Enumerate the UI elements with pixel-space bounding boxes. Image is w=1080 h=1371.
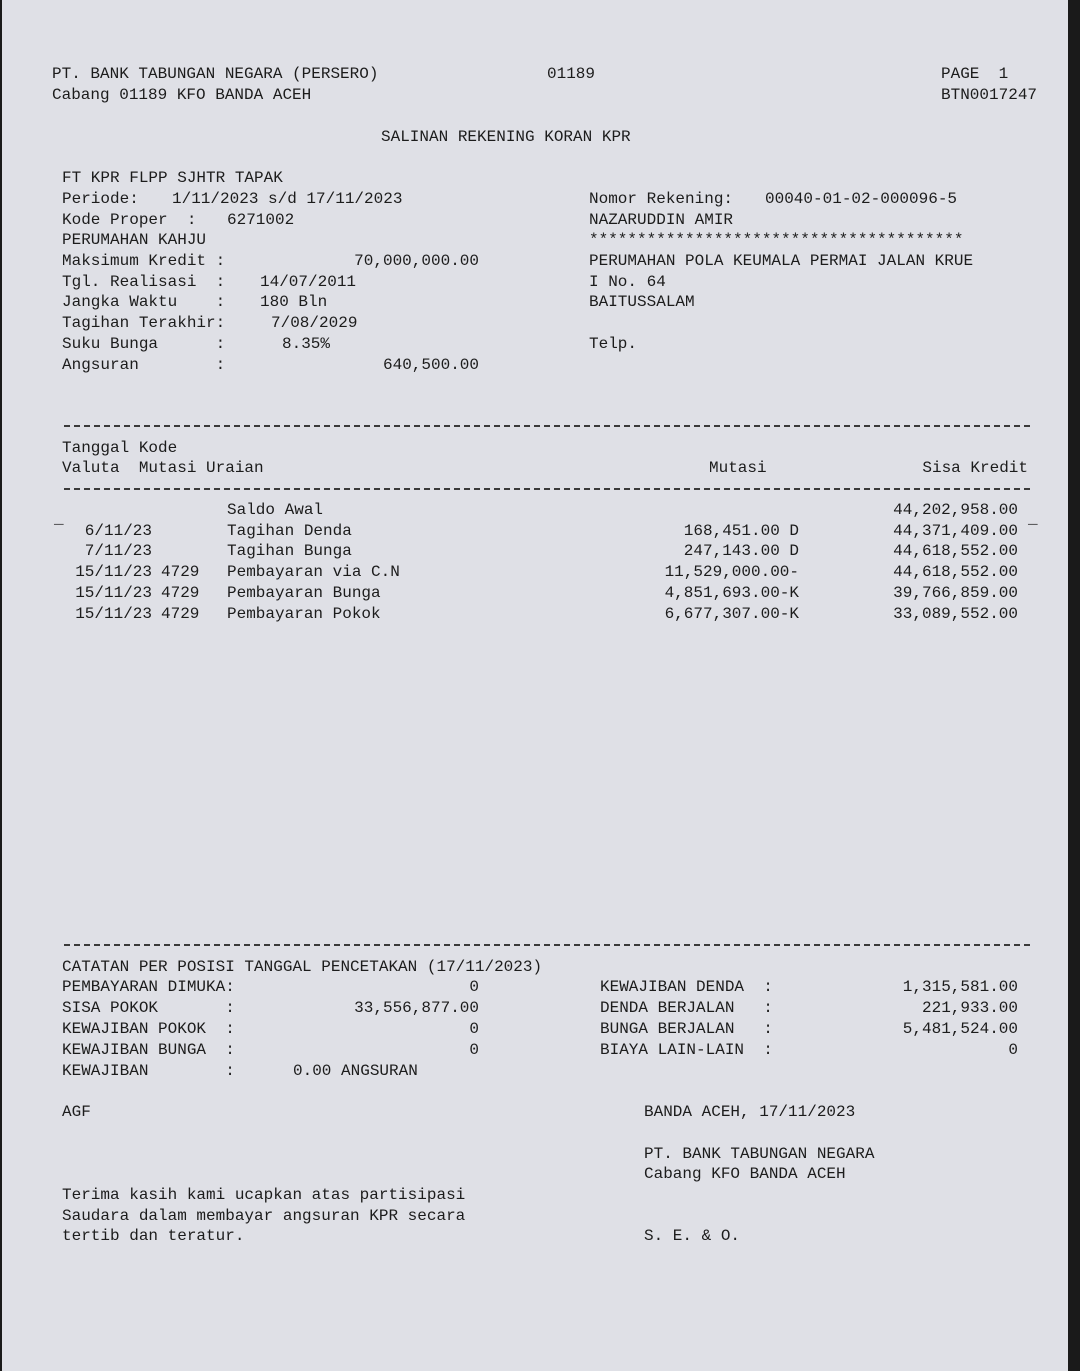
table-header-line-1: Tanggal Kode xyxy=(62,439,178,457)
rekening-value: 00040-01-02-000096-5 xyxy=(765,190,958,208)
tgl-realisasi-value: 14/07/2011 xyxy=(260,273,357,291)
maks-kredit-value: 70,000,000.00 xyxy=(354,252,479,270)
pembayaran-dimuka-label: PEMBAYARAN DIMUKA: xyxy=(62,978,235,996)
summary-divider xyxy=(64,944,1030,946)
kewajiban-denda-label: KEWAJIBAN DENDA : xyxy=(600,978,773,996)
row-sisa-kredit: 44,618,552.00 xyxy=(893,563,1018,581)
table-header-divider xyxy=(64,488,1030,490)
row-date: 15/11/23 xyxy=(75,605,152,623)
row-date: 15/11/23 xyxy=(75,563,152,581)
periode-value: 1/11/2023 s/d 17/11/2023 xyxy=(172,190,403,208)
customer-name: NAZARUDDIN AMIR xyxy=(589,211,734,229)
row-code: 4729 xyxy=(161,563,200,581)
row-description: Saldo Awal xyxy=(227,501,324,519)
tgl-realisasi-label: Tgl. Realisasi : xyxy=(62,273,226,291)
column-header-sisa-kredit: Sisa Kredit xyxy=(922,459,1028,477)
row-mutasi: 168,451.00 D xyxy=(683,522,799,540)
denda-berjalan-value: 221,933.00 xyxy=(921,999,1018,1017)
sisa-pokok-value: 33,556,877.00 xyxy=(354,999,479,1017)
row-sisa-kredit: 44,202,958.00 xyxy=(893,501,1018,519)
margin-mark-right: _ xyxy=(1028,510,1038,528)
stars-separator: *************************************** xyxy=(589,231,964,249)
row-description: Pembayaran Pokok xyxy=(227,605,381,623)
column-header-mutasi: Mutasi xyxy=(709,459,767,477)
kewajiban-value: 0.00 ANGSURAN xyxy=(293,1062,418,1080)
thanks-line-2: Saudara dalam membayar angsuran KPR secara xyxy=(62,1207,466,1225)
table-header-line-2: Valuta Mutasi Uraian xyxy=(62,459,264,477)
row-description: Pembayaran Bunga xyxy=(227,584,381,602)
table-top-divider xyxy=(64,425,1030,427)
document-title: SALINAN REKENING KORAN KPR xyxy=(381,128,631,146)
margin-mark-left: _ xyxy=(54,510,64,528)
seo-note: S. E. & O. xyxy=(644,1227,741,1245)
place-date: BANDA ACEH, 17/11/2023 xyxy=(644,1103,856,1121)
branch-code: 01189 xyxy=(547,65,596,83)
row-date: 7/11/23 xyxy=(84,542,152,560)
row-description: Tagihan Denda xyxy=(227,522,352,540)
row-code: 4729 xyxy=(161,584,200,602)
kode-proper-label: Kode Proper : xyxy=(62,211,197,229)
tagihan-terakhir-label: Tagihan Terakhir: xyxy=(62,314,226,332)
thanks-line-3: tertib dan teratur. xyxy=(62,1227,245,1245)
row-sisa-kredit: 44,618,552.00 xyxy=(893,542,1018,560)
suku-bunga-value: 8.35% xyxy=(282,335,331,353)
row-description: Tagihan Bunga xyxy=(227,542,352,560)
branch-line: Cabang 01189 KFO BANDA ACEH xyxy=(52,86,312,104)
statement-page xyxy=(2,0,1068,1371)
periode-label: Periode: xyxy=(62,190,139,208)
bank-signature-line-1: PT. BANK TABUNGAN NEGARA xyxy=(644,1145,875,1163)
summary-title: CATATAN PER POSISI TANGGAL PENCETAKAN (17/11/2023) xyxy=(62,958,543,976)
row-description: Pembayaran via C.N xyxy=(227,563,400,581)
row-sisa-kredit: 39,766,859.00 xyxy=(893,584,1018,602)
jangka-waktu-label: Jangka Waktu : xyxy=(62,293,226,311)
address-line-3: BAITUSSALAM xyxy=(589,293,695,311)
kewajiban-pokok-value: 0 xyxy=(469,1020,479,1038)
bank-name: PT. BANK TABUNGAN NEGARA (PERSERO) xyxy=(52,65,379,83)
row-sisa-kredit: 44,371,409.00 xyxy=(893,522,1018,540)
kewajiban-label: KEWAJIBAN : xyxy=(62,1062,235,1080)
denda-berjalan-label: DENDA BERJALAN : xyxy=(600,999,773,1017)
pembayaran-dimuka-value: 0 xyxy=(469,978,479,996)
row-sisa-kredit: 33,089,552.00 xyxy=(893,605,1018,623)
thanks-line-1: Terima kasih kami ucapkan atas partisipasi xyxy=(62,1186,466,1204)
angsuran-label: Angsuran : xyxy=(62,356,226,374)
jangka-waktu-value: 180 Bln xyxy=(260,293,328,311)
kewajiban-bunga-label: KEWAJIBAN BUNGA : xyxy=(62,1041,235,1059)
bunga-berjalan-label: BUNGA BERJALAN : xyxy=(600,1020,773,1038)
maks-kredit-label: Maksimum Kredit : xyxy=(62,252,226,270)
kewajiban-denda-value: 1,315,581.00 xyxy=(902,978,1018,996)
tagihan-terakhir-value: 7/08/2029 xyxy=(271,314,358,332)
project-name: PERUMAHAN KAHJU xyxy=(62,231,207,249)
row-mutasi: 4,851,693.00-K xyxy=(664,584,799,602)
row-mutasi: 6,677,307.00-K xyxy=(664,605,799,623)
document-code: BTN0017247 xyxy=(941,86,1038,104)
row-mutasi: 11,529,000.00- xyxy=(664,563,799,581)
sisa-pokok-label: SISA POKOK : xyxy=(62,999,235,1017)
kewajiban-pokok-label: KEWAJIBAN POKOK : xyxy=(62,1020,235,1038)
angsuran-value: 640,500.00 xyxy=(382,356,479,374)
rekening-label: Nomor Rekening: xyxy=(589,190,734,208)
row-date: 15/11/23 xyxy=(75,584,152,602)
biaya-lain-value: 0 xyxy=(1008,1041,1018,1059)
row-date: 6/11/23 xyxy=(84,522,152,540)
officer-initials: AGF xyxy=(62,1103,91,1121)
kode-proper-value: 6271002 xyxy=(227,211,295,229)
kewajiban-bunga-value: 0 xyxy=(469,1041,479,1059)
bunga-berjalan-value: 5,481,524.00 xyxy=(902,1020,1018,1038)
address-line-2: I No. 64 xyxy=(589,273,666,291)
address-line-1: PERUMAHAN POLA KEUMALA PERMAI JALAN KRUE xyxy=(589,252,974,270)
row-mutasi: 247,143.00 D xyxy=(683,542,799,560)
row-code: 4729 xyxy=(161,605,200,623)
page-number: PAGE 1 xyxy=(941,65,1009,83)
biaya-lain-label: BIAYA LAIN-LAIN : xyxy=(600,1041,773,1059)
bank-signature-line-2: Cabang KFO BANDA ACEH xyxy=(644,1165,846,1183)
suku-bunga-label: Suku Bunga : xyxy=(62,335,226,353)
telp-label: Telp. xyxy=(589,335,638,353)
product-name: FT KPR FLPP SJHTR TAPAK xyxy=(62,169,283,187)
